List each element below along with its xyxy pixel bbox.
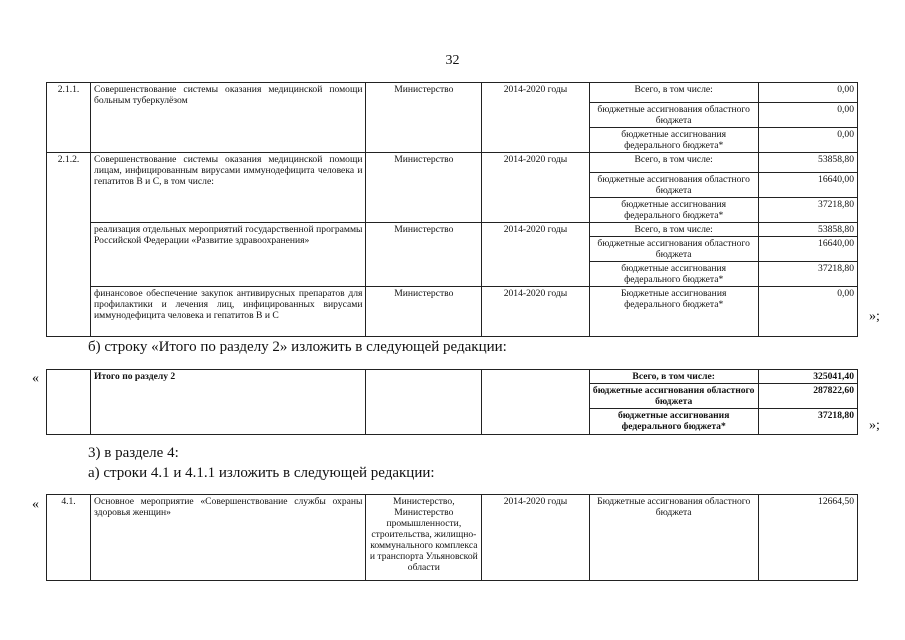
period: 2014-2020 годы (482, 223, 590, 287)
executor: Министерство, Министерство промышленности, строительства, жилищно-коммунального комплекса и транспорта Ульяновской области (366, 495, 482, 581)
funding-value: 287822,60 (758, 384, 857, 409)
funding-value: 325041,40 (758, 370, 857, 384)
funding-source: Бюджетные ассигнования областного бюджета (589, 495, 758, 581)
table-row (47, 287, 858, 337)
funding-value: 53858,80 (758, 153, 857, 173)
total-label: Итого по разделу 2 (91, 370, 366, 435)
close-quote-mark: »; (869, 418, 880, 433)
section-2-total-table (46, 369, 858, 435)
activity-name: финансовое обеспечение закупок антивирусных препаратов для профилактики и лечения лиц, инфицированных вирусами иммунодефицита человека и гепатитов В и С (91, 287, 366, 337)
funding-value: 12664,50 (758, 495, 857, 581)
program-table-section-2 (46, 82, 858, 337)
funding-value: 0,00 (758, 103, 857, 128)
table-row (47, 223, 858, 237)
row-number (47, 287, 91, 337)
section-4-table (46, 494, 858, 581)
executor: Министерство (366, 153, 482, 223)
table-row (47, 370, 858, 384)
funding-source: Бюджетные ассигнования федерального бюджета* (589, 287, 758, 337)
funding-source: бюджетные ассигнования областного бюджета (589, 173, 758, 198)
funding-value: 16640,00 (758, 173, 857, 198)
row-number: 2.1.1. (47, 83, 91, 153)
period: 2014-2020 годы (482, 287, 590, 337)
funding-source: бюджетные ассигнования областного бюджета (589, 384, 758, 409)
activity-name: Совершенствование системы оказания медицинской помощи лицам, инфицированным вирусами иммунодефицита человека и гепатитов В и С, в том числе: (91, 153, 366, 223)
funding-source: бюджетные ассигнования федерального бюджета* (589, 262, 758, 287)
row-number: 4.1. (47, 495, 91, 581)
funding-source: бюджетные ассигнования областного бюджета (589, 103, 758, 128)
funding-value: 0,00 (758, 83, 857, 103)
funding-value: 0,00 (758, 128, 857, 153)
executor: Министерство (366, 287, 482, 337)
instruction-paragraph-3: 3) в разделе 4: (88, 445, 179, 461)
funding-source: Всего, в том числе: (589, 370, 758, 384)
funding-source: бюджетные ассигнования федерального бюджета* (589, 128, 758, 153)
open-quote-mark: « (32, 371, 39, 386)
activity-name: реализация отдельных мероприятий государственной программы Российской Федерации «Развитие здравоохранения» (91, 223, 366, 287)
funding-source: Всего, в том числе: (589, 83, 758, 103)
activity-name: Совершенствование системы оказания медицинской помощи больным туберкулёзом (91, 83, 366, 153)
activity-name: Основное мероприятие «Совершенствование службы охраны здоровья женщин» (91, 495, 366, 581)
instruction-paragraph-a: а) строки 4.1 и 4.1.1 изложить в следующей редакции: (88, 465, 435, 481)
table-row (47, 83, 858, 103)
close-quote-mark: »; (869, 309, 880, 324)
funding-source: Всего, в том числе: (589, 153, 758, 173)
funding-value: 37218,80 (758, 409, 857, 435)
row-number (47, 223, 91, 287)
funding-source: бюджетные ассигнования федерального бюджета* (589, 409, 758, 435)
table-row (47, 153, 858, 173)
instruction-paragraph-b: б) строку «Итого по разделу 2» изложить в следующей редакции: (88, 339, 507, 355)
funding-source: Всего, в том числе: (589, 223, 758, 237)
executor: Министерство (366, 83, 482, 153)
executor: Министерство (366, 223, 482, 287)
open-quote-mark: « (32, 497, 39, 512)
period: 2014-2020 годы (482, 495, 590, 581)
period: 2014-2020 годы (482, 83, 590, 153)
funding-value: 37218,80 (758, 198, 857, 223)
funding-source: бюджетные ассигнования федерального бюджета* (589, 198, 758, 223)
funding-value: 37218,80 (758, 262, 857, 287)
page-number: 32 (445, 53, 460, 68)
table-row (47, 495, 858, 581)
row-number: 2.1.2. (47, 153, 91, 223)
period: 2014-2020 годы (482, 153, 590, 223)
funding-value: 0,00 (758, 287, 857, 337)
funding-value: 53858,80 (758, 223, 857, 237)
funding-value: 16640,00 (758, 237, 857, 262)
funding-source: бюджетные ассигнования областного бюджета (589, 237, 758, 262)
